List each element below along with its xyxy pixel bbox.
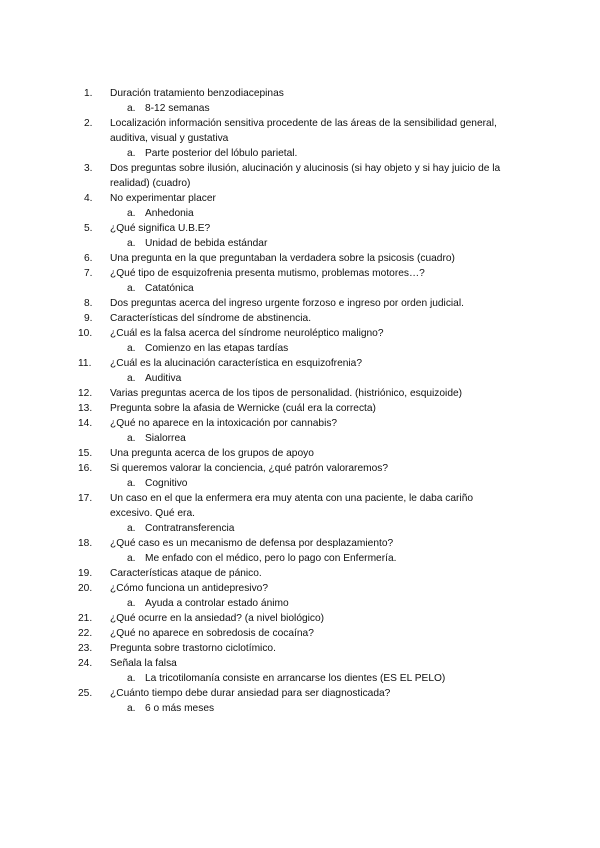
answer-letter: a. — [127, 148, 136, 159]
question-number: 15. — [78, 448, 93, 459]
answer-item — [0, 701, 600, 716]
answer-letter: a. — [127, 478, 136, 489]
question-number: 21. — [78, 613, 93, 624]
answer-item — [0, 521, 600, 536]
answer-item — [0, 476, 600, 491]
question-item — [0, 536, 600, 551]
question-text: ¿Cuál es la falsa acerca del síndrome neuroléptico maligno? — [110, 328, 384, 339]
question-list — [0, 86, 600, 716]
answer-item — [0, 146, 600, 161]
question-text: Si queremos valorar la conciencia, ¿qué patrón valoraremos? — [110, 463, 389, 474]
answer-text: 6 o más meses — [145, 703, 215, 714]
question-item — [0, 311, 600, 326]
answer-item — [0, 101, 600, 116]
question-text: ¿Qué significa U.B.E? — [110, 223, 211, 234]
question-number: 11. — [78, 358, 92, 369]
question-item — [0, 461, 600, 476]
answer-letter: a. — [127, 673, 136, 684]
answer-item — [0, 551, 600, 566]
question-item — [0, 416, 600, 431]
question-item — [0, 581, 600, 596]
question-number: 23. — [78, 643, 93, 654]
question-text: Duración tratamiento benzodiacepinas — [110, 88, 284, 99]
question-text: Dos preguntas acerca del ingreso urgente forzoso e ingreso por orden judicial. — [110, 298, 464, 309]
question-item — [0, 386, 600, 401]
answer-item — [0, 431, 600, 446]
question-number: 7. — [84, 268, 93, 279]
question-item — [0, 161, 600, 191]
question-number: 24. — [78, 658, 93, 669]
answer-letter: a. — [127, 703, 136, 714]
answer-letter: a. — [127, 553, 136, 564]
question-number: 12. — [78, 388, 93, 399]
answer-item — [0, 206, 600, 221]
question-number: 6. — [84, 253, 93, 264]
question-text: ¿Cuánto tiempo debe durar ansiedad para ser diagnosticada? — [110, 688, 391, 699]
question-number: 22. — [78, 628, 93, 639]
question-text: ¿Qué no aparece en la intoxicación por cannabis? — [110, 418, 338, 429]
question-number: 18. — [78, 538, 93, 549]
question-text: ¿Qué tipo de esquizofrenia presenta mutismo, problemas motores…? — [110, 268, 425, 279]
answer-text: Anhedonia — [145, 208, 194, 219]
answer-item — [0, 236, 600, 251]
question-number: 14. — [78, 418, 93, 429]
question-item — [0, 326, 600, 341]
question-number: 2. — [84, 118, 93, 129]
question-item — [0, 686, 600, 701]
question-text: Varias preguntas acerca de los tipos de personalidad. (histriónico, esquizoide) — [110, 388, 463, 399]
question-text: ¿Qué caso es un mecanismo de defensa por desplazamiento? — [110, 538, 394, 549]
question-item — [0, 656, 600, 671]
question-text: Pregunta sobre la afasia de Wernicke (cuál era la correcta) — [110, 403, 376, 414]
question-number: 5. — [84, 223, 93, 234]
question-text: Dos preguntas sobre ilusión, alucinación y alucinosis (si hay objeto y si hay juicio de la realidad) (cuadro) — [110, 163, 501, 189]
answer-letter: a. — [127, 283, 136, 294]
question-number: 10. — [78, 328, 93, 339]
answer-letter: a. — [127, 523, 136, 534]
answer-letter: a. — [127, 208, 136, 219]
question-item — [0, 611, 600, 626]
question-text: Una pregunta acerca de los grupos de apoyo — [110, 448, 314, 459]
answer-text: Catatónica — [145, 283, 194, 294]
question-text: ¿Cómo funciona un antidepresivo? — [110, 583, 269, 594]
answer-text: Me enfado con el médico, pero lo pago con Enfermería. — [145, 553, 397, 564]
question-number: 9. — [84, 313, 93, 324]
question-item — [0, 566, 600, 581]
answer-item — [0, 596, 600, 611]
answer-text: Ayuda a controlar estado ánimo — [145, 598, 289, 609]
question-text: Características del síndrome de abstinencia. — [110, 313, 312, 324]
question-item — [0, 251, 600, 266]
question-number: 8. — [84, 298, 93, 309]
question-number: 25. — [78, 688, 93, 699]
question-text: Una pregunta en la que preguntaban la verdadera sobre la psicosis (cuadro) — [110, 253, 455, 264]
answer-item — [0, 281, 600, 296]
question-item — [0, 116, 600, 146]
answer-item — [0, 341, 600, 356]
question-text: Señala la falsa — [110, 658, 177, 669]
question-text: Un caso en el que la enfermera era muy atenta con una paciente, le daba cariño excesivo. Qué era. — [110, 493, 474, 519]
question-number: 17. — [78, 493, 93, 504]
question-item — [0, 401, 600, 416]
answer-letter: a. — [127, 343, 136, 354]
answer-letter: a. — [127, 238, 136, 249]
answer-item — [0, 371, 600, 386]
question-item — [0, 491, 600, 521]
question-item — [0, 191, 600, 206]
question-number: 16. — [78, 463, 93, 474]
answer-text: 8-12 semanas — [145, 103, 210, 114]
question-number: 20. — [78, 583, 93, 594]
answer-text: Unidad de bebida estándar — [145, 238, 268, 249]
answer-letter: a. — [127, 103, 136, 114]
answer-letter: a. — [127, 433, 136, 444]
question-item — [0, 86, 600, 101]
answer-text: Auditiva — [145, 373, 182, 384]
question-text: Localización información sensitiva procedente de las áreas de la sensibilidad general, auditiva, visual y gustativa — [110, 118, 497, 144]
question-item — [0, 296, 600, 311]
answer-text: Contratransferencia — [145, 523, 235, 534]
question-item — [0, 626, 600, 641]
question-number: 19. — [78, 568, 93, 579]
answer-text: Parte posterior del lóbulo parietal. — [145, 148, 298, 159]
question-number: 1. — [84, 88, 93, 99]
question-item — [0, 266, 600, 281]
answer-letter: a. — [127, 598, 136, 609]
question-number: 4. — [84, 193, 93, 204]
answer-text: La tricotilomanía consiste en arrancarse los dientes (ES EL PELO) — [145, 673, 446, 684]
question-text: Pregunta sobre trastorno ciclotímico. — [110, 643, 276, 654]
answer-text: Cognitivo — [145, 478, 188, 489]
answer-letter: a. — [127, 373, 136, 384]
question-text: ¿Qué no aparece en sobredosis de cocaína? — [110, 628, 314, 639]
answer-item — [0, 671, 600, 686]
question-number: 3. — [84, 163, 93, 174]
question-item — [0, 221, 600, 236]
question-item — [0, 446, 600, 461]
question-item — [0, 641, 600, 656]
answer-text: Sialorrea — [145, 433, 186, 444]
answer-text: Comienzo en las etapas tardías — [145, 343, 289, 354]
question-text: Características ataque de pánico. — [110, 568, 262, 579]
question-number: 13. — [78, 403, 93, 414]
question-text: ¿Cuál es la alucinación característica en esquizofrenia? — [110, 358, 362, 369]
question-text: No experimentar placer — [110, 193, 216, 204]
question-item — [0, 356, 600, 371]
question-text: ¿Qué ocurre en la ansiedad? (a nivel biológico) — [110, 613, 325, 624]
